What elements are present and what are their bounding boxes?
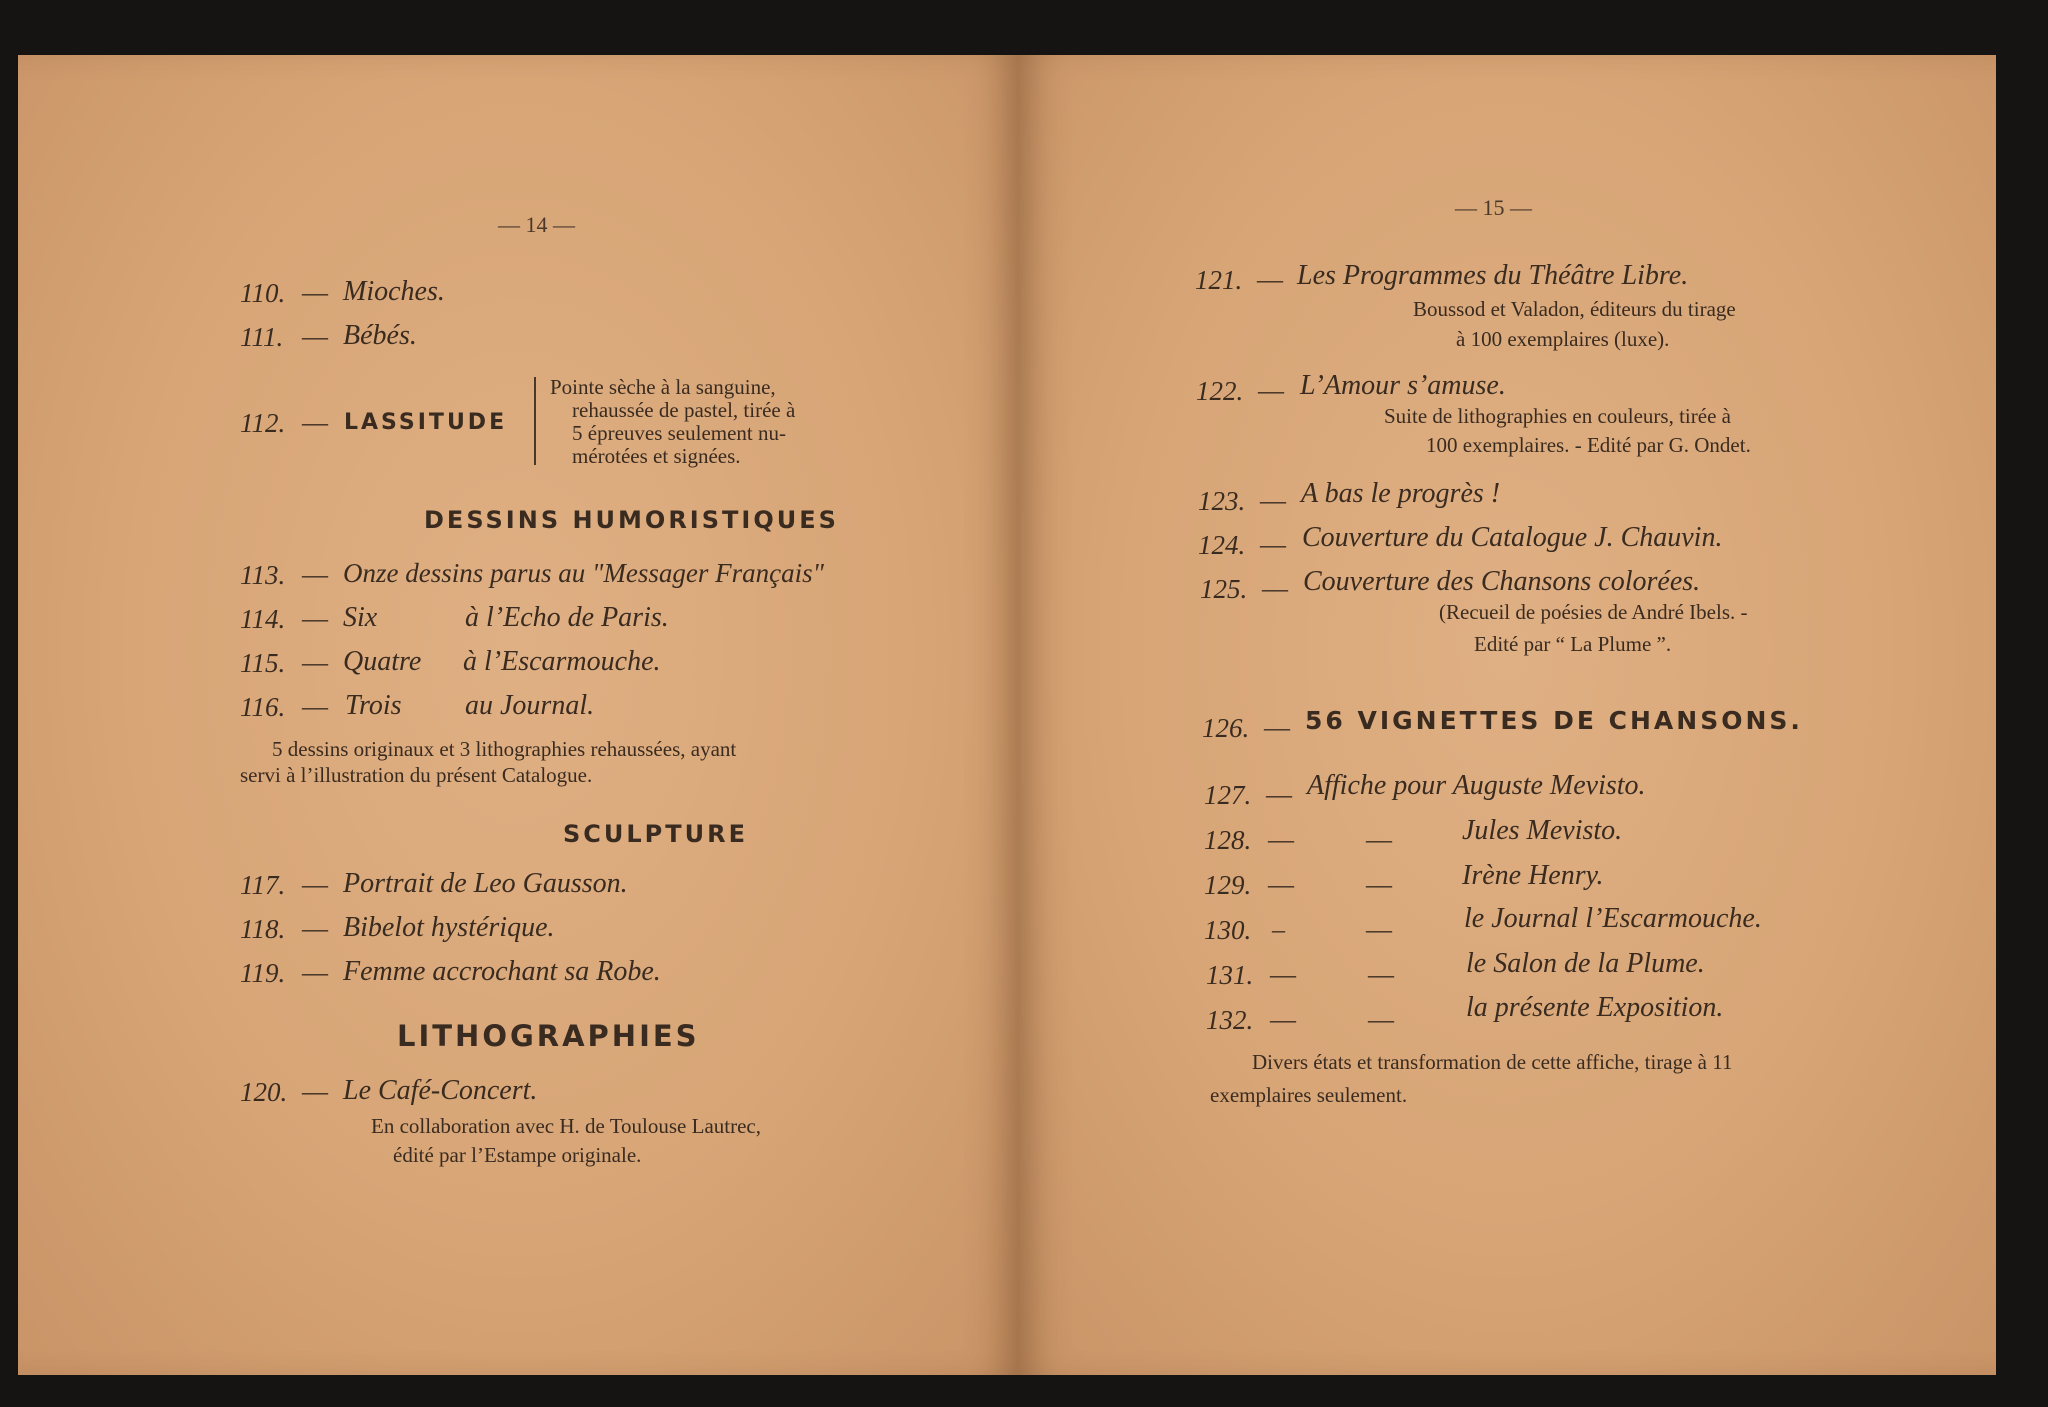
entry-number: 123.	[1198, 486, 1246, 516]
dash: —	[302, 1077, 328, 1106]
section-heading: LITHOGRAPHIES	[397, 1019, 700, 1053]
entry-title: Irène Henry.	[1462, 860, 1604, 891]
entry-title: le Salon de la Plume.	[1466, 948, 1705, 979]
dash: —	[1270, 1005, 1296, 1034]
entry-number: 116.	[240, 692, 286, 722]
entry-title: Jules Mevisto.	[1462, 815, 1623, 846]
lassitude-title: LASSITUDE	[344, 410, 508, 435]
entry-number: 118.	[240, 914, 286, 944]
dash: —	[1268, 825, 1294, 854]
left-folio: — 14 —	[498, 212, 575, 237]
entry-title: Portrait de Leo Gausson.	[343, 868, 628, 899]
note-line: 5 dessins originaux et 3 lithographies rehaussées, ayant	[272, 737, 737, 761]
entry-number: 127.	[1204, 780, 1252, 810]
entry-title: Bibelot hystérique.	[343, 912, 555, 943]
entry-title: Le Café-Concert.	[343, 1075, 538, 1106]
note-line: à 100 exemplaires (luxe).	[1456, 327, 1670, 351]
entry-title: A bas le progrès !	[1301, 478, 1501, 509]
entry-title: Onze dessins parus au "Messager Français"	[343, 558, 824, 588]
note-line: 5 épreuves seulement nu-	[572, 421, 787, 445]
entry-number: 129.	[1204, 870, 1252, 900]
entry-title: 56 VIGNETTES DE CHANSONS.	[1305, 706, 1803, 735]
note-line: exemplaires seulement.	[1210, 1083, 1408, 1107]
entry-number: 117.	[240, 870, 286, 900]
dash: —	[302, 322, 328, 351]
section-heading: DESSINS HUMORISTIQUES	[424, 506, 839, 534]
note-line: Suite de lithographies en couleurs, tirée à	[1384, 404, 1731, 428]
entry-number: 110.	[240, 278, 286, 308]
note-line: mérotées et signées.	[572, 444, 741, 468]
entry-number: 122.	[1196, 376, 1244, 406]
dash: —	[1268, 870, 1294, 899]
entry-title: Affiche pour Auguste Mevisto.	[1307, 770, 1646, 801]
dash: —	[302, 604, 328, 633]
entry-number: 126.	[1202, 713, 1250, 743]
section-heading: SCULPTURE	[563, 820, 749, 848]
entry-title: Bébés.	[343, 320, 417, 351]
entry-number: 120.	[240, 1077, 288, 1107]
dash: —	[302, 408, 328, 437]
dash: —	[302, 870, 328, 899]
dash: –	[1272, 915, 1285, 944]
dash: —	[302, 648, 328, 677]
entry-number: 128.	[1204, 825, 1252, 855]
note-line: 100 exemplaires. - Edité par G. Ondet.	[1426, 433, 1751, 457]
entry-number: 132.	[1206, 1005, 1254, 1035]
dash: —	[1260, 486, 1286, 515]
note-line: (Recueil de poésies de André Ibels. -	[1439, 600, 1748, 624]
entry-title: Femme accrochant sa Robe.	[343, 956, 661, 987]
entry-number: 130.	[1204, 915, 1252, 945]
note-line: rehaussée de pastel, tirée à	[572, 398, 796, 422]
bracket-rule	[534, 377, 536, 465]
dash: —	[1258, 376, 1284, 405]
entry-number: 111.	[240, 322, 284, 352]
entry-venue: au Journal.	[465, 690, 595, 721]
entry-number: 113.	[240, 560, 286, 590]
entry-title: Couverture des Chansons colorées.	[1303, 566, 1701, 597]
ditto-dash: —	[1368, 1005, 1394, 1034]
entry-number: 114.	[240, 604, 286, 634]
dash: —	[1266, 780, 1292, 809]
entry-number: 119.	[240, 958, 286, 988]
dash: —	[302, 914, 328, 943]
entry-title: Couverture du Catalogue J. Chauvin.	[1302, 522, 1723, 553]
ditto-dash: —	[1368, 960, 1394, 989]
entry-title: le Journal l’Escarmouche.	[1464, 903, 1762, 934]
entry-title: L’Amour s’amuse.	[1300, 370, 1506, 401]
note-line: Boussod et Valadon, éditeurs du tirage	[1413, 297, 1736, 321]
entry-title: la présente Exposition.	[1466, 992, 1724, 1023]
ditto-dash: —	[1366, 915, 1392, 944]
dash: —	[302, 958, 328, 987]
entry-number: 121.	[1195, 265, 1243, 295]
right-folio: — 15 —	[1455, 195, 1532, 220]
entry-number: 112.	[240, 408, 286, 438]
note-line: Edité par “ La Plume ”.	[1474, 632, 1672, 656]
entry-title: Quatre	[343, 646, 422, 677]
dash: —	[302, 560, 328, 589]
entry-venue: à l’Escarmouche.	[463, 646, 661, 677]
ditto-dash: —	[1366, 825, 1392, 854]
entry-number: 125.	[1200, 574, 1248, 604]
note-line: Divers états et transformation de cette affiche, tirage à 11	[1252, 1050, 1733, 1074]
entry-title: Les Programmes du Théâtre Libre.	[1297, 260, 1689, 291]
note-line: Pointe sèche à la sanguine,	[550, 375, 776, 399]
dash: —	[1264, 713, 1290, 742]
dash: —	[302, 278, 328, 307]
dash: —	[302, 692, 328, 721]
dash: —	[1270, 960, 1296, 989]
entry-title: Mioches.	[343, 276, 445, 307]
ditto-dash: —	[1366, 870, 1392, 899]
entry-number: 115.	[240, 648, 286, 678]
dash: —	[1260, 530, 1286, 559]
note-line: servi à l’illustration du présent Catalogue.	[240, 763, 593, 787]
note-line: édité par l’Estampe originale.	[393, 1143, 642, 1167]
note-line: En collaboration avec H. de Toulouse Lautrec,	[371, 1114, 761, 1138]
dash: —	[1257, 265, 1283, 294]
entry-number: 131.	[1206, 960, 1254, 990]
dash: —	[1262, 574, 1288, 603]
entry-number: 124.	[1198, 530, 1246, 560]
entry-venue: à l’Echo de Paris.	[465, 602, 669, 633]
entry-title: Six	[343, 602, 378, 633]
entry-title: Trois	[345, 690, 402, 721]
